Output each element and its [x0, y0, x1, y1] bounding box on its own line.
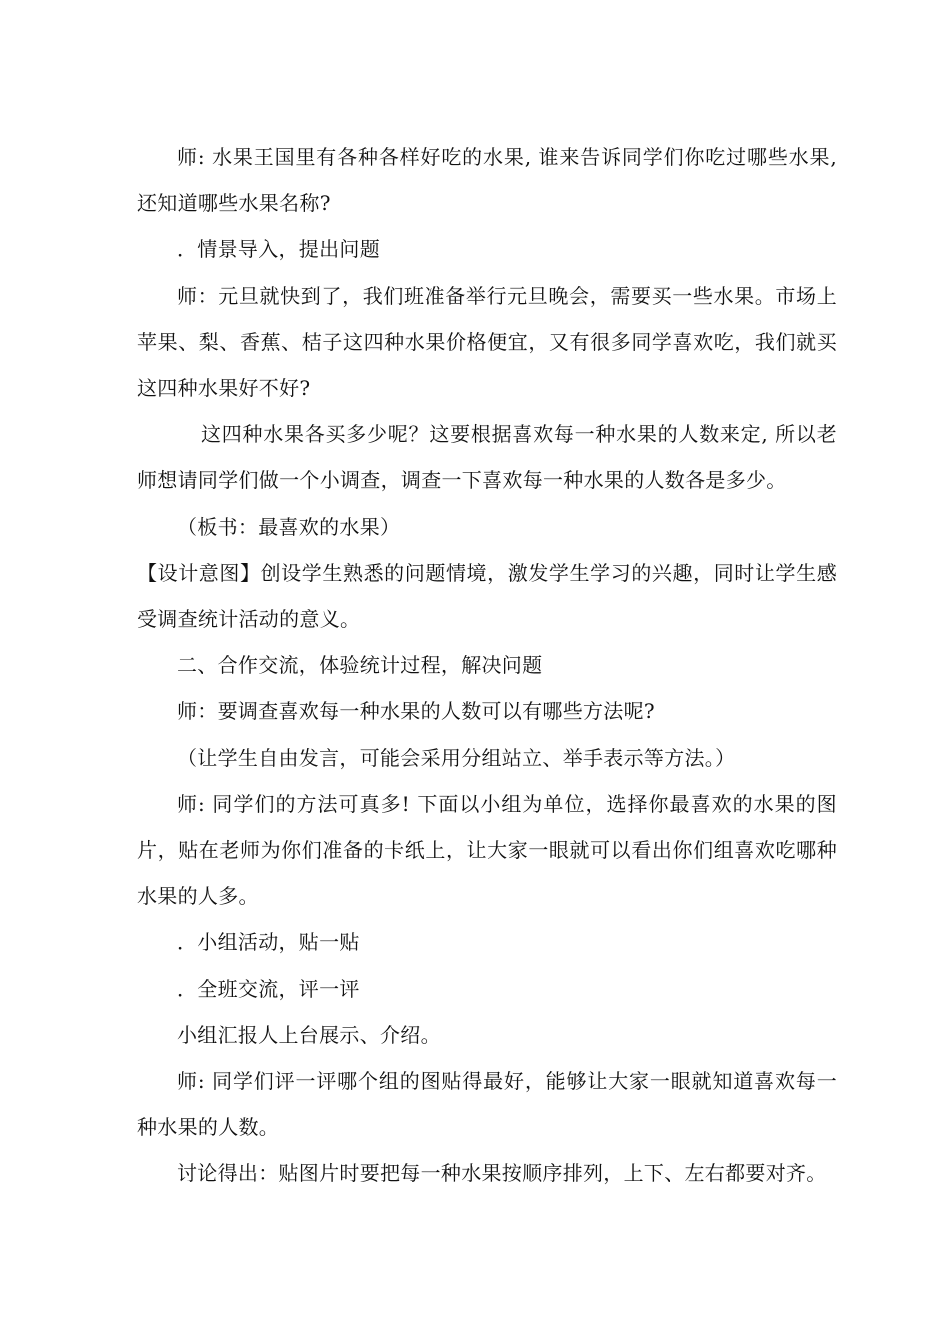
document-body [137, 134, 837, 1197]
paragraph-group-report: 小组汇报人上台展示、介绍。 [177, 1022, 441, 1047]
section-heading-two: 二、合作交流，体验统计过程，解决问题 [177, 653, 543, 678]
paragraph-survey-proposal: 这四种水果各买多少呢？这要根据喜欢每一种水果的人数来定, 所以老师想请同学们做一个小调查，调查一下喜欢每一种水果的人数各是多少。 [137, 422, 837, 493]
paragraph-class-exchange: ．全班交流，评一评 [177, 976, 360, 1001]
paragraph-intro-question: 师: 水果王国里有各种各样好吃的水果, 谁来告诉同学们你吃过哪些水果, 还知道哪些水果名称? [137, 145, 837, 216]
paragraph-evaluation: 师: 同学们评一评哪个组的图贴得最好，能够让大家一眼就知道喜欢每一种水果的人数。 [137, 1069, 837, 1140]
paragraph-new-year-party: 师：元旦就快到了，我们班准备举行元旦晚会，需要买一些水果。市场上苹果、梨、香蕉、桔子这四种水果价格便宜，又有很多同学喜欢吃，我们就买这四种水果好不好? [137, 283, 837, 401]
paragraph-group-activity: ．小组活动，贴一贴 [177, 930, 360, 955]
paragraph-student-response: （让学生自由发言，可能会采用分组站立、举手表示等方法。） [177, 745, 736, 770]
paragraph-group-activity-instructions: 师: 同学们的方法可真多! 下面以小组为单位，选择你最喜欢的水果的图片，贴在老师为你们准备的卡纸上，让大家一眼就可以看出你们组喜欢吃哪种水果的人多。 [137, 791, 837, 909]
paragraph-methods-question: 师：要调查喜欢每一种水果的人数可以有哪些方法呢? [177, 699, 655, 724]
paragraph-situation-intro: ．情景导入，提出问题 [177, 237, 380, 262]
paragraph-design-intent: 【设计意图】创设学生熟悉的问题情境，激发学生学习的兴趣，同时让学生感受调查统计活动的意义。 [137, 560, 837, 632]
paragraph-discussion-conclusion: 讨论得出：贴图片时要把每一种水果按顺序排列，上下、左右都要对齐。 [177, 1161, 827, 1186]
paragraph-board-note: （板书：最喜欢的水果） [177, 514, 401, 539]
